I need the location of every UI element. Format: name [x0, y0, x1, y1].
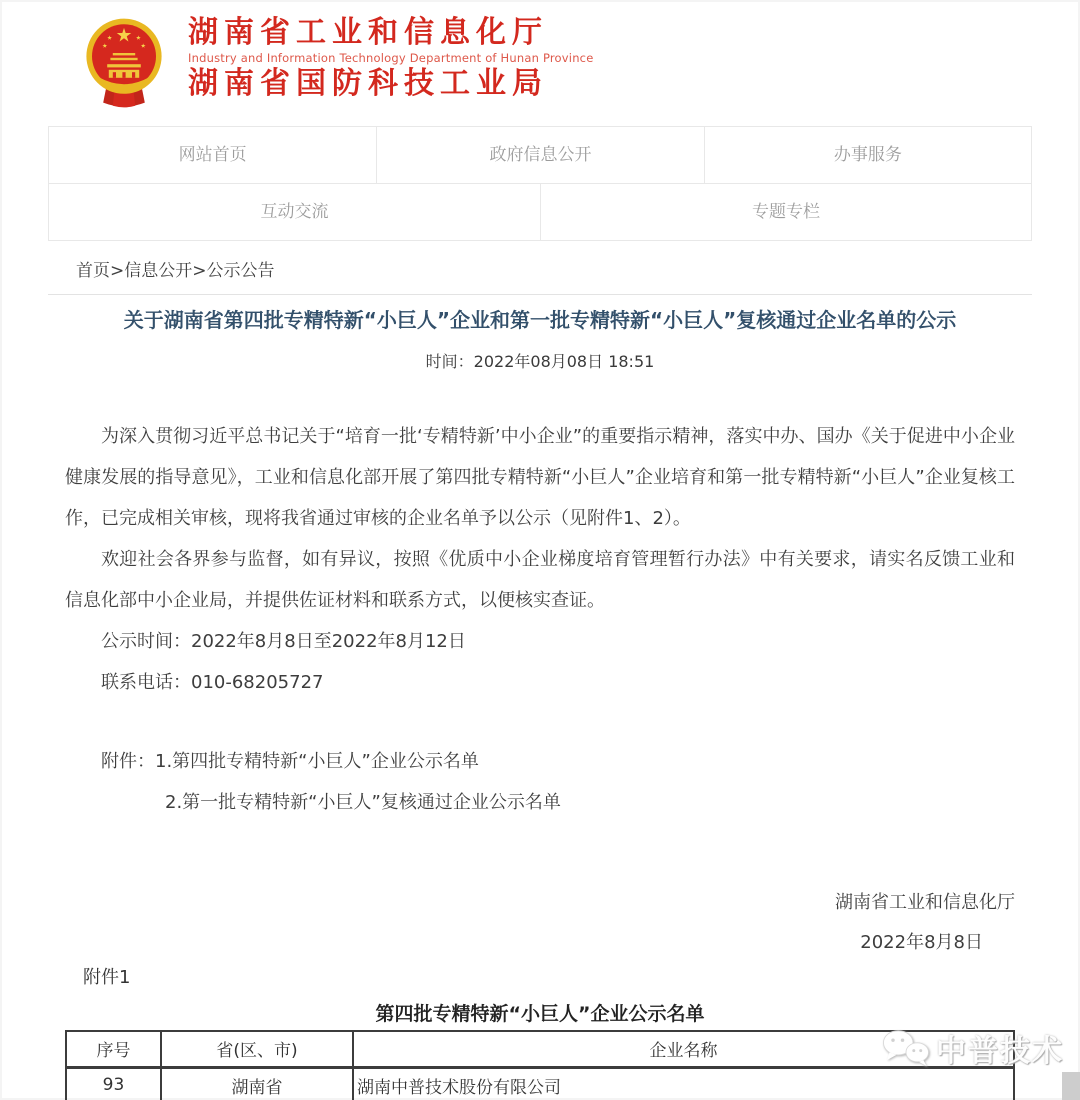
- nav-item-services[interactable]: 办事服务: [704, 127, 1031, 183]
- signature-date: 2022年8月8日: [860, 932, 983, 953]
- attachment-item-1[interactable]: [65, 741, 1015, 782]
- scrollbar-thumb[interactable]: [1062, 1072, 1080, 1100]
- attachment-item-2[interactable]: [65, 782, 1015, 823]
- attachments-label: 附件：: [101, 751, 155, 772]
- nav-row-1: [49, 127, 1031, 183]
- watermark-text: 中普技术: [936, 1034, 1064, 1069]
- cell-serial-no: 93: [66, 1067, 161, 1100]
- main-nav: [48, 126, 1032, 241]
- national-emblem-logo: [84, 16, 164, 114]
- article: [65, 307, 1015, 1100]
- publicity-period-line: 公示时间：2022年8月8日至2022年8月12日: [101, 631, 466, 652]
- contact-phone-line: 联系电话：010-68205727: [101, 672, 324, 693]
- annex-1-label: 附件1: [83, 967, 131, 988]
- cell-province: 湖南省: [161, 1067, 353, 1100]
- article-time: 时间：2022年08月08日 18:51: [425, 352, 655, 371]
- attachment-1-link[interactable]: 1.第四批专精特新“小巨人”企业公示名单: [155, 751, 479, 772]
- cell-company-name: 湖南中普技术股份有限公司: [353, 1067, 1014, 1100]
- org-name-primary: 湖南省工业和信息化厅: [188, 15, 548, 50]
- paragraph-2: 欢迎社会各界参与监督，如有异议，按照《优质中小企业梯度培育管理暂行办法》中有关要求，请实名反馈工业和信息化部中小企业局，并提供佐证材料和联系方式，以便核实查证。: [65, 549, 1015, 611]
- column-header-province: 省(区、市): [161, 1031, 353, 1067]
- column-header-no: 序号: [66, 1031, 161, 1067]
- paragraph-1: 为深入贯彻习近平总书记关于“培育一批‘专精特新’中小企业”的重要指示精神，落实中办、国办《关于促进中小企业健康发展的指导意见》，工业和信息化部开展了第四批专精特新“小巨人”企业培育和第一批专精特新“小巨人”企业复核工作，已完成相关审核，现将我省通过审核的企业名单予以公示（见附件1、2）。: [65, 426, 1015, 529]
- attachments-list: [65, 741, 1015, 823]
- attachment-2-link[interactable]: 2.第一批专精特新“小巨人”复核通过企业公示名单: [165, 792, 561, 813]
- signature-block: [65, 883, 1015, 963]
- nav-item-interaction[interactable]: 互动交流: [260, 202, 329, 222]
- nav-item-home[interactable]: 网站首页: [178, 145, 247, 165]
- annex-table-title: 第四批专精特新“小巨人”企业公示名单: [375, 1003, 705, 1025]
- org-name-english: Industry and Information Technology Department of Hunan Province: [188, 51, 594, 65]
- annex-table: [65, 1030, 1015, 1100]
- article-title: 关于湖南省第四批专精特新“小巨人”企业和第一批专精特新“小巨人”复核通过企业名单的公示: [123, 308, 957, 332]
- article-body: [65, 416, 1015, 963]
- org-titles: [188, 14, 593, 102]
- site-header: [0, 0, 1080, 122]
- nav-item-gov-info[interactable]: 政府信息公开: [376, 127, 703, 183]
- table-row: [66, 1067, 1014, 1100]
- org-name-secondary: 湖南省国防科技工业局: [188, 66, 548, 101]
- nav-row-2: [49, 183, 1031, 240]
- nav-item-special-topics[interactable]: 专题专栏: [540, 184, 1031, 240]
- table-header-row: [66, 1031, 1014, 1067]
- breadcrumb[interactable]: 首页>信息公开>公示公告: [48, 241, 1032, 295]
- signature-org: 湖南省工业和信息化厅: [835, 892, 1015, 913]
- column-header-company: 企业名称: [353, 1031, 1014, 1067]
